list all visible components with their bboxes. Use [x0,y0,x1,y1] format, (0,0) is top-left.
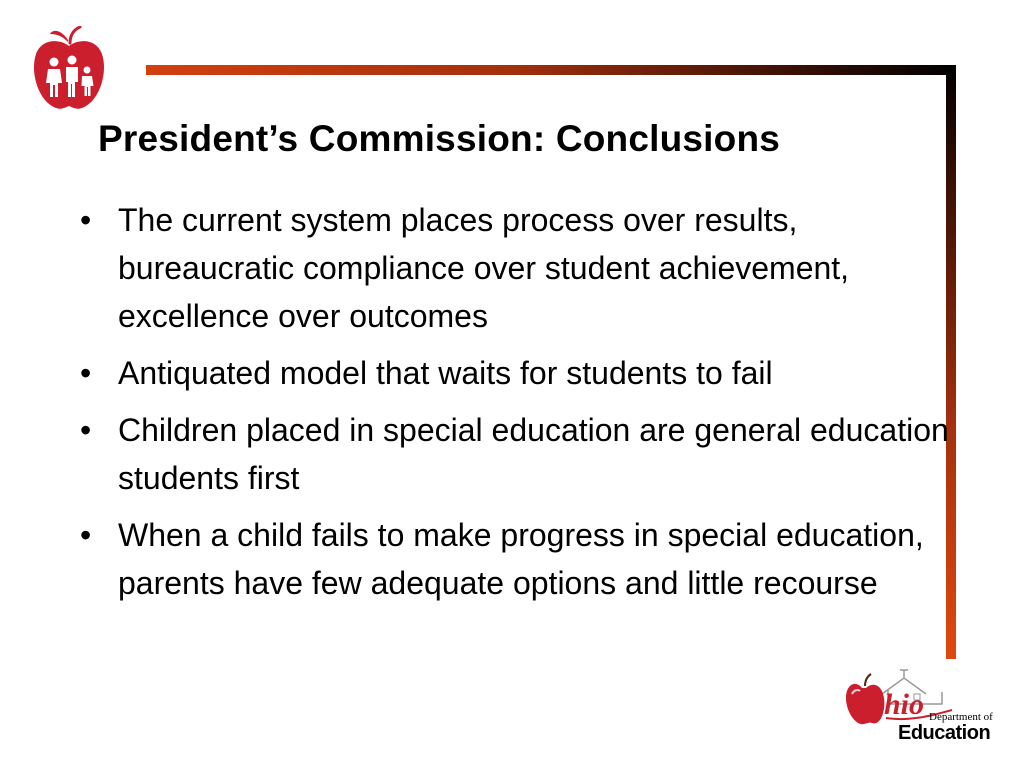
bullet-item [74,349,954,397]
department-label: Department of [929,711,993,723]
apple-family-logo-icon [30,26,108,112]
bullet-text: Children placed in special education are general education students first [118,412,949,496]
bullet-item [74,196,954,340]
slide-title: President’s Commission: Conclusions [98,118,781,159]
bullet-text: The current system places process over results, bureaucratic compliance over student achievement, excellence over outcomes [118,202,850,334]
bullet-item [74,406,954,502]
bullet-marker: • [80,412,92,448]
ohio-script-text: hio [884,688,925,721]
bullet-marker: • [80,202,92,238]
bullet-text: Antiquated model that waits for students to fail [118,355,773,391]
top-accent-bar [146,65,954,75]
bullet-list [74,196,954,616]
bullet-text: When a child fails to make progress in special education, parents have few adequate options and little recourse [118,517,924,601]
bullet-marker: • [80,355,92,391]
bullet-item [74,511,954,607]
bullet-marker: • [80,517,92,553]
education-label: Education [898,722,991,744]
